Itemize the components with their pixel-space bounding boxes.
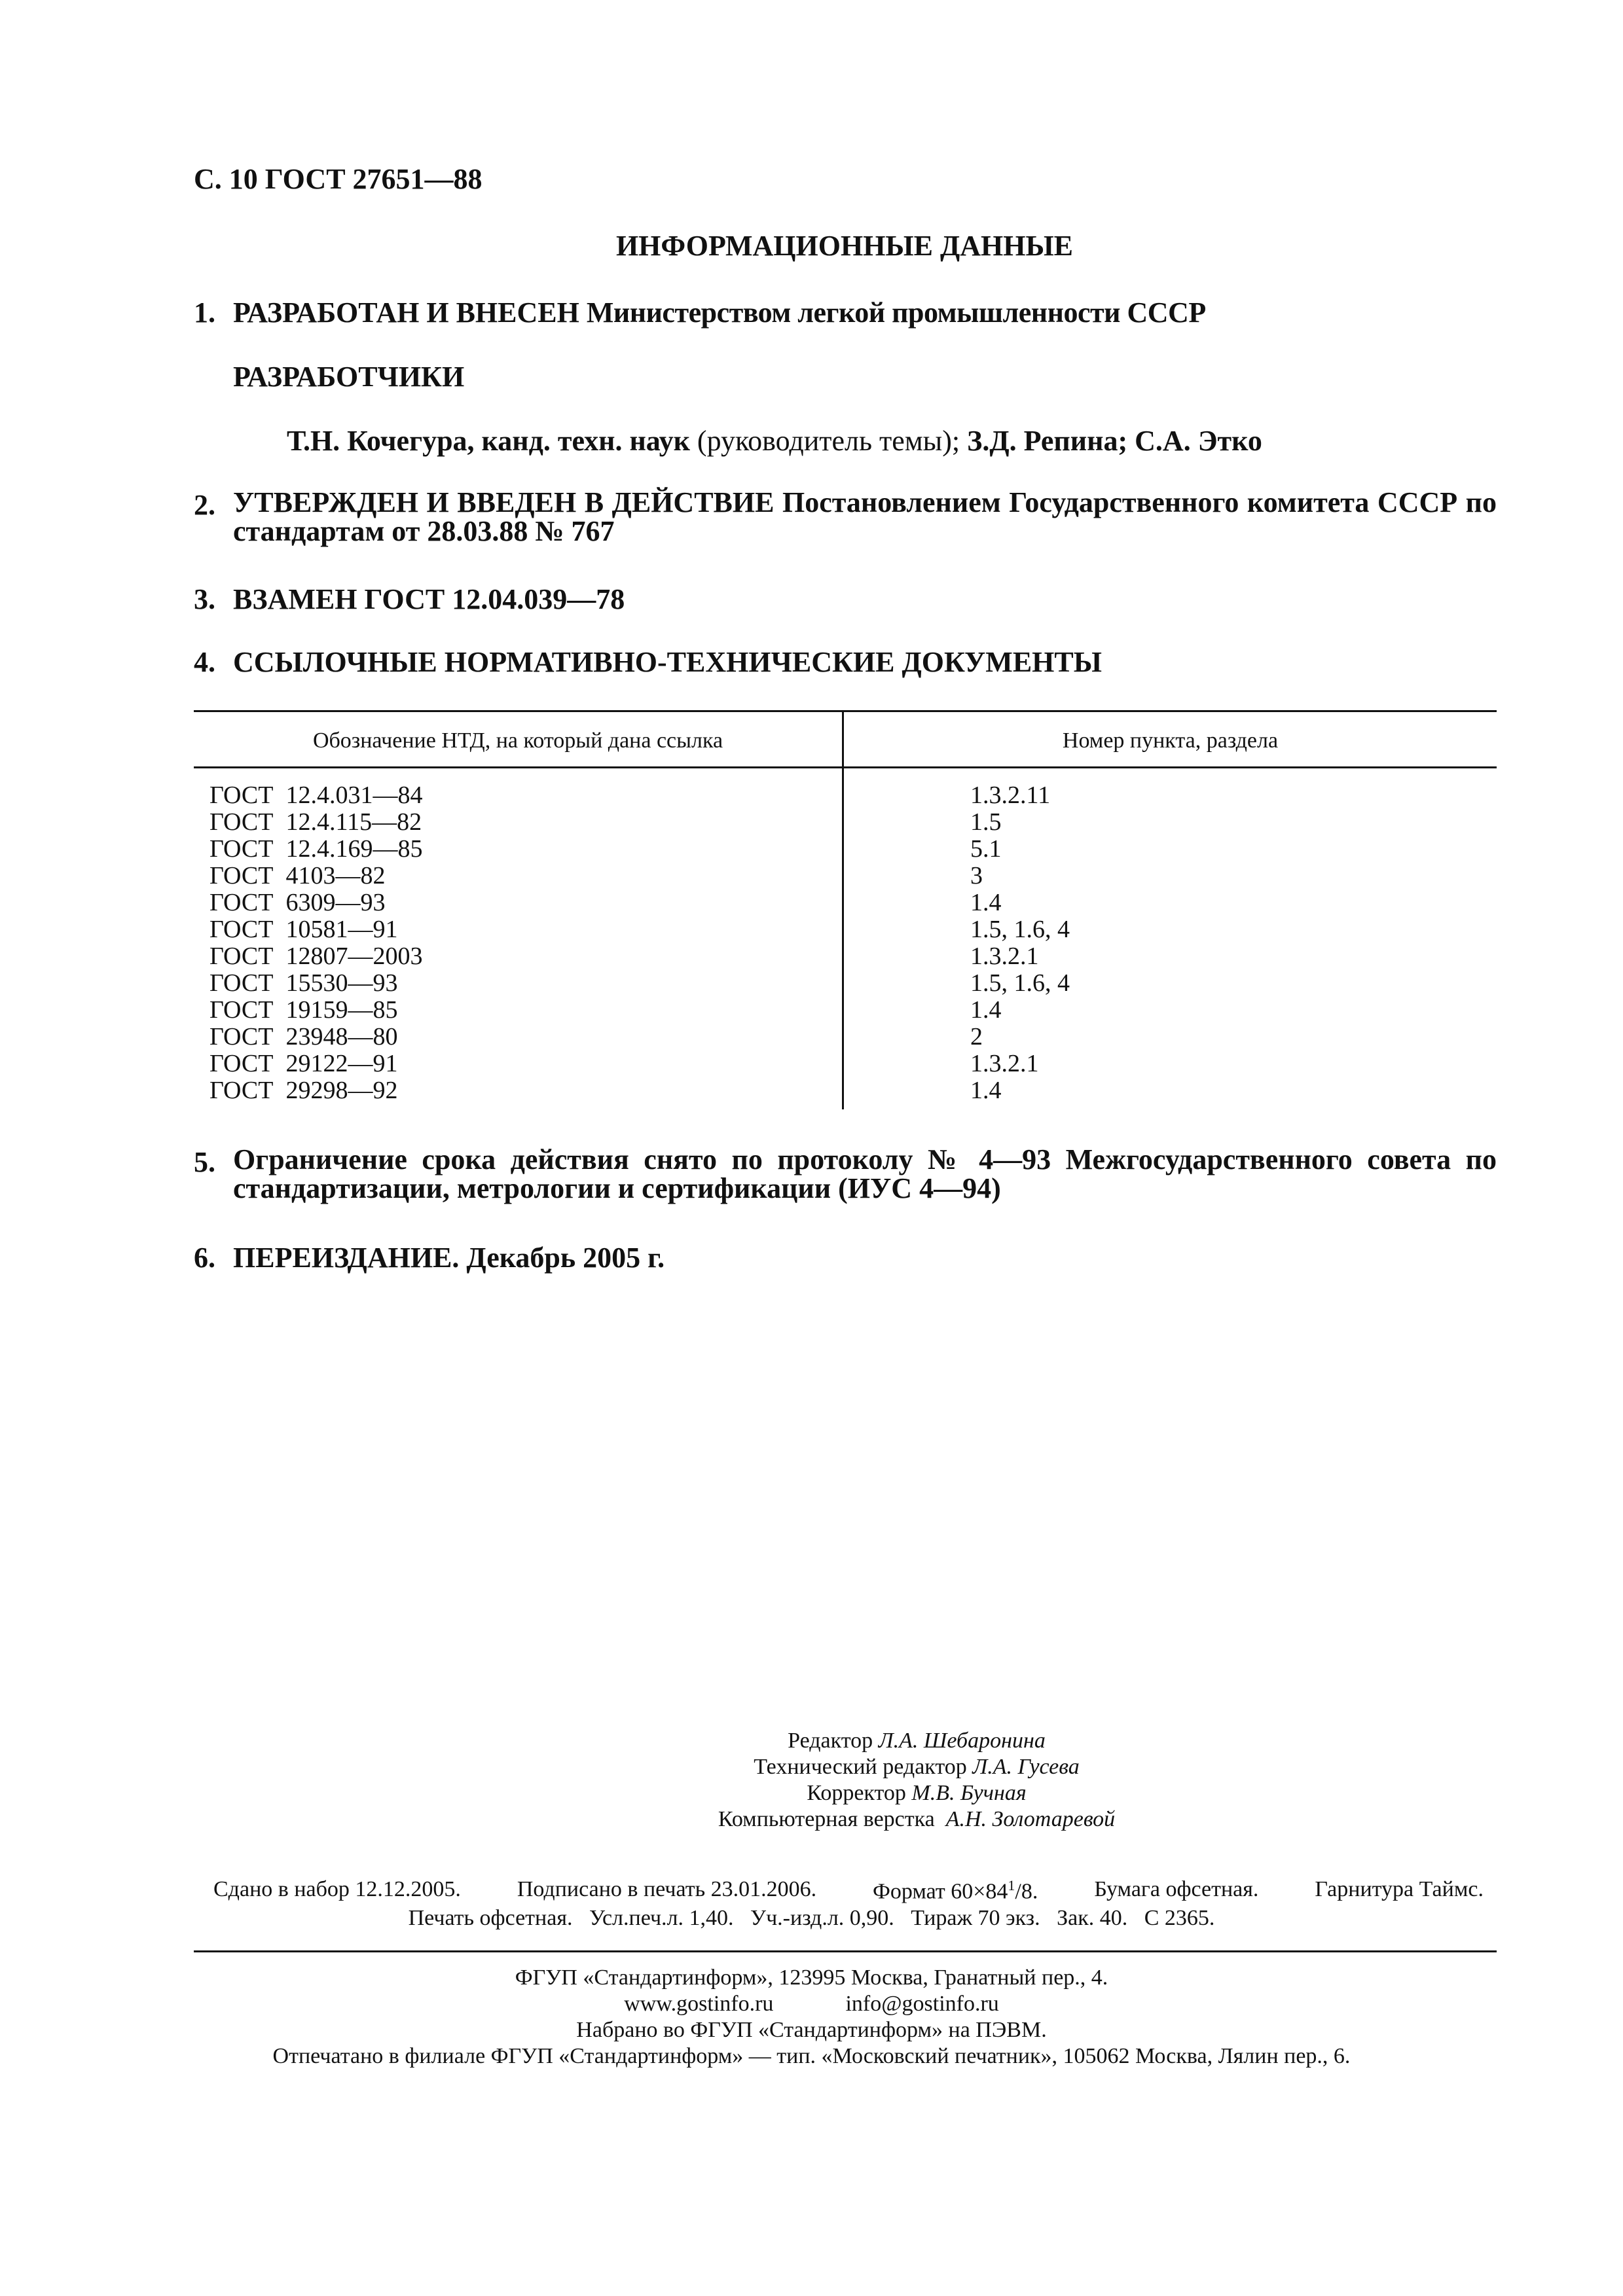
page-header: С. 10 ГОСТ 27651—88 [194,163,483,195]
table-cell-doc: ГОСТ 10581—91 [210,916,398,943]
table-cell-ref: 1.3.2.11 [970,781,1051,809]
publisher-website: www.gostinfo.ru [624,1992,774,2016]
publisher-block [0,1965,1623,2070]
publisher-typeset-note: Набрано во ФГУП «Стандартинформ» на ПЭВМ. [576,2018,1047,2042]
item-4-text: ССЫЛОЧНЫЕ НОРМАТИВНО-ТЕХНИЧЕСКИЕ ДОКУМЕНТЫ [233,646,1102,678]
table-cell-ref: 3 [970,862,983,889]
item-1-lead: РАЗРАБОТАН И ВНЕСЕН [233,296,579,329]
developer-1: Т.Н. Кочегура, канд. техн. наук [287,425,690,457]
imprint-format-main: Формат 60×84 [873,1879,1008,1904]
developers-list [287,424,1262,457]
table-cell-doc: ГОСТ 6309—93 [210,889,386,916]
credit-editor-label: Редактор [788,1729,873,1753]
imprint-format-sup: 1 [1008,1877,1015,1893]
credits-block [589,1728,1244,1833]
item-2 [194,488,1497,546]
item-5-number: 5. [194,1146,215,1178]
item-5 [194,1145,1497,1203]
table-cell-ref: 1.5, 1.6, 4 [970,969,1070,997]
imprint-typeset-date: Сдано в набор 12.12.2005. [213,1877,461,1901]
table-cell-doc: ГОСТ 29122—91 [210,1050,398,1077]
item-1 [194,296,1206,329]
credit-tech-editor-name: Л.А. Гусева [972,1755,1080,1779]
item-3-number: 3. [194,583,215,615]
table-cell-ref: 1.4 [970,1077,1002,1104]
imprint-signed-date: Подписано в печать 23.01.2006. [517,1877,817,1901]
publisher-contacts [0,1991,1623,2017]
table-cell-ref: 1.4 [970,996,1002,1024]
developer-1-role: (руководитель темы); [697,425,960,457]
credit-tech-editor [589,1754,1244,1780]
item-4-number: 4. [194,646,215,678]
table-cell-doc: ГОСТ 23948—80 [210,1023,398,1050]
credit-editor-name: Л.А. Шебаронина [878,1729,1046,1753]
credit-tech-editor-label: Технический редактор [754,1755,967,1779]
imprint-format-frac: /8. [1015,1879,1038,1904]
table-cell-doc: ГОСТ 12.4.169—85 [210,835,423,863]
item-1-rest: Министерством легкой промышленности СССР [586,296,1206,329]
credit-layout [589,1806,1244,1833]
table-cell-doc: ГОСТ 15530—93 [210,969,398,997]
imprint-line-1 [213,1877,1484,1904]
table-cell-doc: ГОСТ 12.4.031—84 [210,781,423,809]
table-cell-doc: ГОСТ 19159—85 [210,996,398,1024]
credit-corrector-label: Корректор [807,1781,906,1805]
table-cell-doc: ГОСТ 12807—2003 [210,942,423,970]
item-3 [194,583,625,616]
developers-label: РАЗРАБОТЧИКИ [233,361,465,393]
credit-layout-name: А.Н. Золотаревой [945,1807,1116,1831]
item-3-text: ВЗАМЕН ГОСТ 12.04.039—78 [233,583,625,615]
table-header-ref: Номер пункта, раздела [1062,728,1279,753]
table-cell-ref: 2 [970,1023,983,1050]
page-title: ИНФОРМАЦИОННЫЕ ДАННЫЕ [615,230,1074,262]
table-ref-column [970,782,1070,1104]
item-6 [194,1241,665,1274]
table-header-rule [194,766,1497,768]
item-2-lead: УТВЕРЖДЕН И ВВЕДЕН В ДЕЙСТВИЕ [233,486,775,518]
item-6-lead: ПЕРЕИЗДАНИЕ. [233,1242,460,1274]
imprint-line-2: Печать офсетная. Усл.печ.л. 1,40. Уч.-изд.л. 0,90. Тираж 70 экз. Зак. 40. С 2365. [408,1906,1215,1930]
item-1-number: 1. [194,296,215,329]
table-cell-ref: 5.1 [970,835,1002,863]
footer-rule [194,1950,1497,1952]
imprint-paper: Бумага офсетная. [1094,1877,1259,1901]
developers-others: З.Д. Репина; С.А. Этко [967,425,1262,457]
item-2-number: 2. [194,489,215,521]
table-column-divider [842,710,844,1109]
imprint-typeface: Гарнитура Таймс. [1315,1877,1484,1901]
table-top-rule [194,710,1497,712]
table-cell-doc: ГОСТ 29298—92 [210,1077,398,1104]
table-doc-column [210,782,423,1104]
publisher-address: ФГУП «Стандартинформ», 123995 Москва, Гранатный пер., 4. [515,1965,1108,1990]
table-header-doc: Обозначение НТД, на который дана ссылка [312,728,723,753]
credit-layout-label: Компьютерная верстка [718,1807,935,1831]
table-cell-doc: ГОСТ 4103—82 [210,862,386,889]
item-4 [194,645,1102,679]
publisher-email: info@gostinfo.ru [845,1992,999,2016]
item-6-rest: Декабрь 2005 г. [466,1242,665,1274]
table-cell-ref: 1.3.2.1 [970,1050,1039,1077]
table-cell-ref: 1.5, 1.6, 4 [970,916,1070,943]
table-cell-doc: ГОСТ 12.4.115—82 [210,808,422,836]
credit-corrector-name: М.В. Бучная [911,1781,1027,1805]
item-5-text: Ограничение срока действия снято по протоколу № 4—93 Межгосударственного совета по стандартизации, метрологии и сертификации (ИУС 4—94) [233,1143,1497,1204]
credit-corrector [589,1780,1244,1806]
imprint-format [873,1877,1038,1904]
credit-editor [589,1728,1244,1754]
publisher-printed-note: Отпечатано в филиале ФГУП «Стандартинформ» — тип. «Московский печатник», 105062 Москва, Лялин пер., 6. [272,2044,1351,2068]
table-cell-ref: 1.5 [970,808,1002,836]
item-2-rest: Постановлением Государственного комитета СССР по стандартам от 28.03.88 № 767 [233,486,1497,547]
table-cell-ref: 1.3.2.1 [970,942,1039,970]
item-6-number: 6. [194,1242,215,1274]
table-cell-ref: 1.4 [970,889,1002,916]
